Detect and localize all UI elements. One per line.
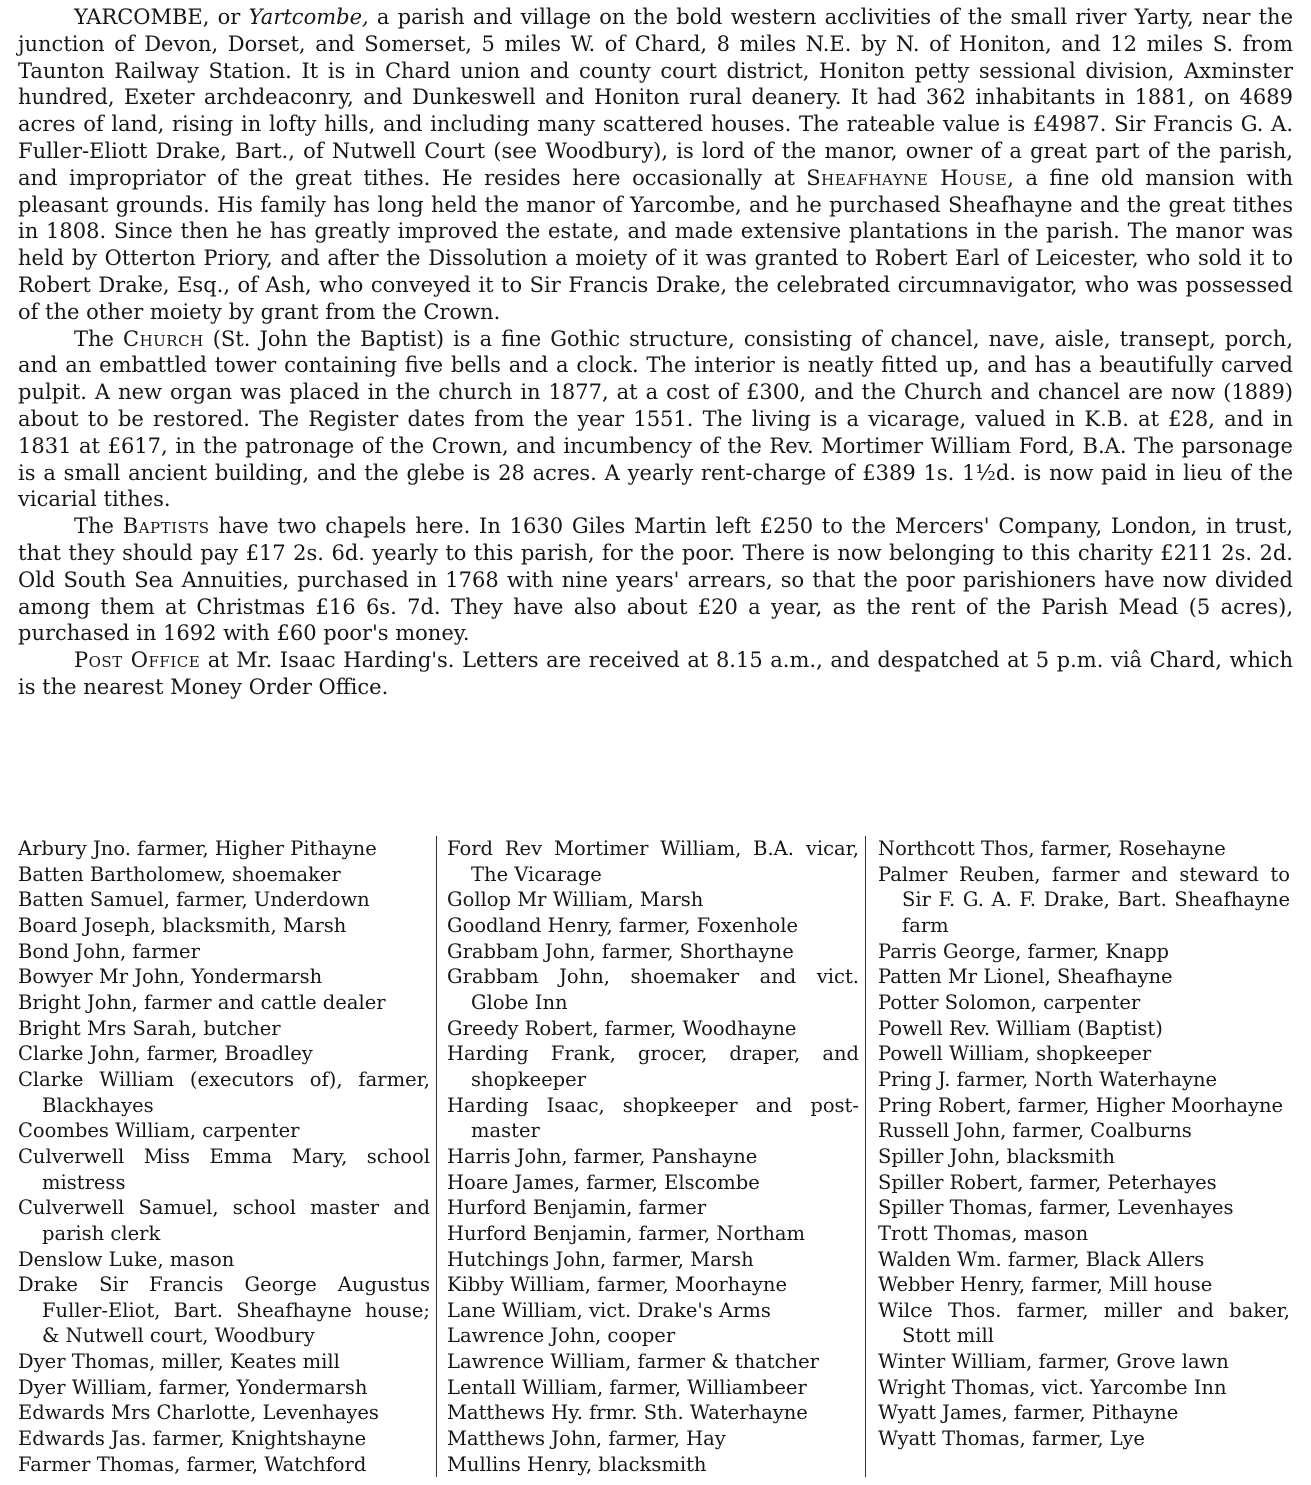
directory-entry: Bright John, farmer and cattle dealer [18,990,386,1014]
church-text-b: (St. John the Baptist) is a fine Gothic structure, consisting of chancel, nave, aisle, transept, porch, and an embattled tower containing five bells and a clock. The interior is neatly fitted up, and has a beautifully carved pulpit. A new organ was placed in the church in 1877, at a cost of £300, and the Church and chancel are now (1889) about to be restored. The Register dates from the year 1551. The living is a vicarage, valued in K.B. at £28, and in 1831 at £617, in the patronage of the Crown, and incumbency of the Rev. Mortimer William Ford, B.A. The parsonage is a small ancient building, and the glebe is 28 acres. A yearly rent-charge of £389 1s. 1½d. is now paid in lieu of the vicarial tithes. [18,326,1293,512]
directory-entry: Parris George, farmer, Knapp [878,939,1170,963]
directory-entry: Drake Sir Francis George Augustus Fuller-Eliot, Bart. Sheafhayne house; & Nutwell court, Woodbury [18,1273,430,1348]
residents-directory [18,836,1290,1477]
paragraph-post-office [18,647,1293,701]
directory-column-3 [866,836,1290,1477]
directory-entry: Gollop Mr William, Marsh [447,888,704,912]
directory-column-1 [18,836,436,1477]
directory-entry: Lane William, vict. Drake's Arms [447,1298,771,1322]
directory-entry: Pring Robert, farmer, Higher Moorhayne [878,1093,1284,1117]
directory-entry: Board Joseph, blacksmith, Marsh [18,913,347,937]
directory-entry: Spiller Thomas, farmer, Levenhayes [878,1196,1234,1220]
baptists-text-a: The [74,514,123,539]
directory-entry: Palmer Reuben, farmer and steward to Sir F. G. A. F. Drake, Bart. Sheafhayne farm [878,862,1290,937]
directory-entry: Winter William, farmer, Grove lawn [878,1350,1229,1374]
baptists-text-b: have two chapels here. In 1630 Giles Martin left £250 to the Mercers' Company, London, in trust, that they should pay £17 2s. 6d. yearly to this parish, for the poor. There is now belonging to this charity £211 2s. 2d. Old South Sea Annuities, purchased in 1768 with nine years' arrears, so that the poor parishioners have now divided among them at Christmas £16 6s. 7d. They have also about £20 a year, as the rent of the Parish Mead (5 acres), purchased in 1692 with £60 poor's money. [18,514,1293,646]
parish-description [18,4,1293,701]
directory-entry: Wilce Thos. farmer, miller and baker, Stott mill [878,1298,1290,1348]
directory-entry: Grabbam John, farmer, Shorthayne [447,939,794,963]
directory-entry: Hutchings John, farmer, Marsh [447,1247,754,1271]
directory-entry: Clarke John, farmer, Broadley [18,1042,313,1066]
directory-entry: Northcott Thos, farmer, Rosehayne [878,837,1226,860]
directory-entry: Lawrence William, farmer & thatcher [447,1350,819,1374]
directory-entry: Bright Mrs Sarah, butcher [18,1016,281,1040]
directory-entry: Hurford Benjamin, farmer [447,1196,707,1220]
directory-entry: Powell William, shopkeeper [878,1042,1152,1066]
directory-entry: Culverwell Miss Emma Mary, school mistress [18,1144,430,1194]
directory-entry: Coombes William, carpenter [18,1119,300,1143]
directory-entry: Hoare James, farmer, Elscombe [447,1170,760,1194]
directory-entry: Walden Wm. farmer, Black Allers [878,1247,1205,1271]
directory-entry: Harding Frank, grocer, draper, and shopkeeper [447,1042,859,1091]
directory-entry: Grabbam John, shoemaker and vict. Globe Inn [447,965,859,1014]
directory-entry: Wright Thomas, vict. Yarcombe Inn [878,1375,1227,1399]
directory-entry: Edwards Jas. farmer, Knightshayne [18,1427,367,1451]
post-office-label: Post Office [74,648,201,673]
directory-entry: Dyer William, farmer, Yondermarsh [18,1375,368,1399]
directory-entry: Clarke William (executors of), farmer, Blackhayes [18,1067,430,1117]
paragraph-baptists [18,513,1293,647]
parish-alt-name: Yartcombe, [248,5,369,29]
directory-entry: Kibby William, farmer, Moorhayne [447,1273,787,1297]
post-office-text: at Mr. Isaac Harding's. Letters are received at 8.15 a.m., and despatched at 5 p.m. viâ Chard, which is the nearest Money Order Office. [18,648,1293,699]
directory-entry: Wyatt Thomas, farmer, Lye [878,1427,1145,1451]
directory-entry: Pring J. farmer, North Waterhayne [878,1067,1218,1091]
parish-name: YARCOMBE, or [74,5,249,29]
church-label: Church [123,326,204,351]
directory-entry: Denslow Luke, mason [18,1247,235,1271]
directory-entry: Russell John, farmer, Coalburns [878,1119,1192,1143]
directory-entry: Edwards Mrs Charlotte, Levenhayes [18,1401,379,1425]
directory-entry: Bowyer Mr John, Yondermarsh [18,965,323,989]
parish-text-a: a parish and village on the bold western acclivities of the small river Yarty, near the junction of Devon, Dorset, and Somerset, 5 miles W. of Chard, 8 miles N.E. by N. of Honiton, and 12 miles S. from Taunton Railway Station. It is in Chard union and county court district, Honiton petty sessional division, Axminster hundred, Exeter archdeaconry, and Dunkeswell and Honiton rural deanery. It had 362 inhabitants in 1881, on 4689 acres of land, rising in lofty hills, and including many scattered houses. The rateable value is £4987. Sir Francis G. A. Fuller-Eliott Drake, Bart., of Nutwell Court (see Woodbury), is lord of the manor, owner of a great part of the parish, and impropriator of the great tithes. He resides here occasionally at [18,5,1294,190]
directory-entry: Goodland Henry, farmer, Foxenhole [447,913,799,937]
directory-entry: Lentall William, farmer, Williambeer [447,1375,807,1399]
directory-entry: Dyer Thomas, miller, Keates mill [18,1350,340,1374]
directory-entry: Lawrence John, cooper [447,1324,676,1348]
directory-column-2 [436,836,866,1477]
directory-entry: Wyatt James, farmer, Pithayne [878,1401,1179,1425]
church-text-a: The [74,326,124,351]
directory-entry: Arbury Jno. farmer, Higher Pithayne [18,837,377,860]
directory-entry: Bond John, farmer [18,939,200,963]
directory-entry: Matthews Hy. frmr. Sth. Waterhayne [447,1401,808,1425]
directory-entry: Harding Isaac, shopkeeper and post-master [447,1093,859,1143]
baptists-label: Baptists [122,514,210,539]
directory-entry: Batten Samuel, farmer, Underdown [18,888,370,912]
directory-entry: Culverwell Samuel, school master and parish clerk [18,1196,430,1245]
directory-entry: Farmer Thomas, farmer, Watchford [18,1452,367,1476]
directory-entry: Webber Henry, farmer, Mill house [878,1273,1213,1297]
directory-entry: Spiller John, blacksmith [878,1144,1115,1168]
directory-entry: Spiller Robert, farmer, Peterhayes [878,1170,1217,1194]
paragraph-parish [18,4,1293,326]
directory-entry: Potter Solomon, carpenter [878,990,1141,1014]
parish-text-b: , a fine old mansion with pleasant grounds. His family has long held the manor of Yarcombe, and he purchased Sheafhayne and the great tithes in 1808. Since then he has greatly improved the estate, and made extensive plantations in the parish. The manor was held by Otterton Priory, and after the Dissolution a moiety of it was granted to Robert Earl of Leicester, who sold it to Robert Drake, Esq., of Ash, who conveyed it to Sir Francis Drake, the celebrated circumnavigator, who was possessed of the other moiety by grant from the Crown. [18,165,1294,324]
directory-entry: Batten Bartholomew, shoemaker [18,862,341,886]
directory-entry: Mullins Henry, blacksmith [447,1452,707,1476]
paragraph-church [18,326,1293,514]
directory-entry: Patten Mr Lionel, Sheafhayne [878,965,1173,989]
directory-entry: Powell Rev. William (Baptist) [878,1016,1163,1040]
directory-entry: Hurford Benjamin, farmer, Northam [447,1221,806,1245]
directory-entry: Matthews John, farmer, Hay [447,1427,726,1451]
directory-entry: Harris John, farmer, Panshayne [447,1144,758,1168]
directory-entry: Greedy Robert, farmer, Woodhayne [447,1016,797,1040]
directory-entry: Ford Rev Mortimer William, B.A. vicar, The Vicarage [447,837,859,886]
sheafhayne-house-label: Sheafhayne House [806,165,1008,190]
directory-entry: Trott Thomas, mason [878,1221,1089,1245]
